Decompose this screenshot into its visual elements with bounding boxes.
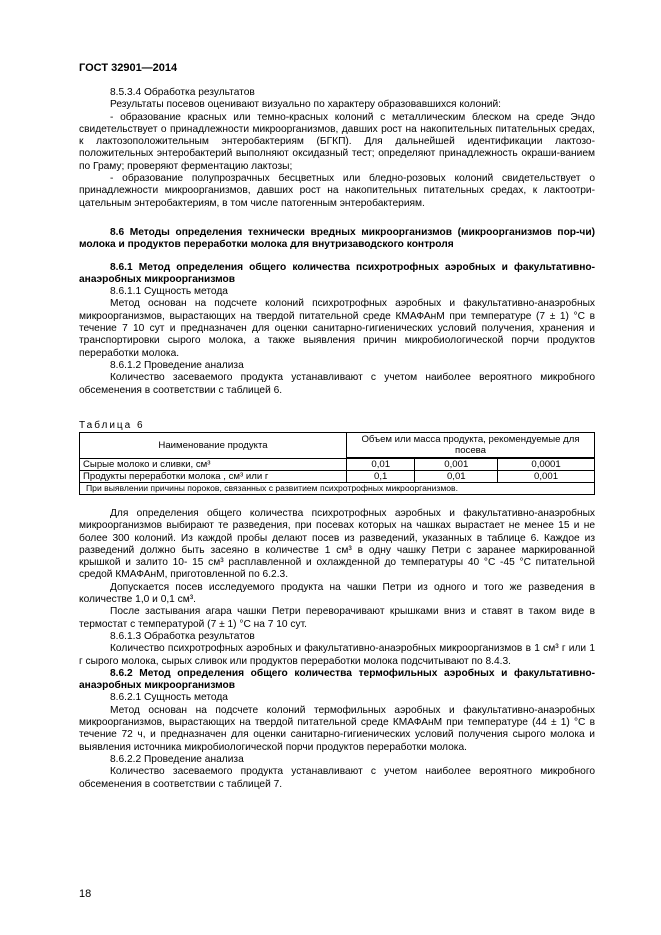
heading-8-6: 8.6 Методы определения технически вредных микроорганизмов (микроорганизмов пор-чи) молока и продуктов переработки молока для внутризаводского контроля xyxy=(79,227,595,251)
cell: 0,01 xyxy=(415,471,498,483)
table-row xyxy=(80,471,595,483)
paragraph: После застывания агара чашки Петри переворачивают крышками вниз и ставят в таком виде в термостат с температурой (7 ± 1) °С на 7 10 сут. xyxy=(79,606,595,630)
table-6 xyxy=(79,432,595,495)
table-caption: Таблица 6 xyxy=(79,420,145,431)
cell: 0,01 xyxy=(347,459,415,471)
heading-8-6-2-1: 8.6.2.1 Сущность метода xyxy=(110,692,228,704)
heading-8-6-1: 8.6.1 Метод определения общего количества психротрофных аэробных и факультативно-анаэробных микроорганизмов xyxy=(79,261,595,285)
paragraph: Количество психротрофных аэробных и факультативно-анаэробных микроорганизмов в 1 см³ г или 1 г сырого молока, сырых сливок или продуктов переработки молока подсчитывают по 8.4.3. xyxy=(79,643,595,667)
heading-8-6-1-3: 8.6.1.3 Обработка результатов xyxy=(110,630,255,642)
row-name: Продукты переработки молока , см³ или г xyxy=(80,471,347,483)
cell: 0,1 xyxy=(347,471,415,483)
table-note: При выявлении причины пороков, связанных с развитием психротрофных микроорганизмов. xyxy=(80,483,595,495)
section-8-6-continued xyxy=(79,508,595,791)
paragraph: Результаты посевов оценивают визуально по характеру образовавшихся колоний: xyxy=(110,99,501,111)
col-header-product: Наименование продукта xyxy=(80,433,347,459)
cell: 0,0001 xyxy=(498,459,595,471)
heading-8-6-1-2: 8.6.1.2 Проведение анализа xyxy=(110,359,244,371)
standard-header: ГОСТ 32901—2014 xyxy=(79,62,178,74)
table-row xyxy=(80,459,595,471)
paragraph: - образование красных или темно-красных колоний с металлическим блеском на среде Эндо свидетельствует о принадлежности микроорганизмов, давших рост на накопительных питательных средах, к лактозоположительным энтеробактериям (БГКП). Для дальнейшей идентификации лактозо-положительных энтеробактерий выполняют оксидазный тест; определяют принадлежность окраши-ванием по Граму; проверяют ферментацию лактозы; xyxy=(79,111,595,172)
paragraph: Количество засеваемого продукта устанавливают с учетом наиболее вероятного микробного обсеменения в соответствии с таблицей 6. xyxy=(79,372,595,396)
paragraph: Для определения общего количества психротрофных аэробных и факультативно-анаэробных микроорганизмов выбирают те разведения, при посевах которых на чашках вырастает не менее 15 и не более 300 колоний. Из каждой пробы делают посев из разведений, указанных в таблице 6. Каждое из разведений должно быть засеяно в количестве 1 см³ в одну чашку Петри с заранее маркированной крышкой и залито 10- 15 см³ расплавленной и охлажденной до температуры 40 °С -45 °С питательной средой КМАФАнМ, приготовленной по 6.2.3. xyxy=(79,508,595,581)
paragraph: Допускается посев исследуемого продукта на чашки Петри из одного и того же разведения в количестве 1,0 и 0,1 см³. xyxy=(79,581,595,606)
row-name: Сырые молоко и сливки, см³ xyxy=(80,459,347,471)
cell: 0,001 xyxy=(415,459,498,471)
paragraph: Метод основан на подсчете колоний термофильных аэробных и факультативно-анаэробных микроорганизмов, вырастающих на твердой питательной среде КМАФАнМ при температуре (44 ± 1) °С в течение 72 ч, и предназначен для оценки санитарно-гигиенических условий получения сырого молока и выявления источника микробиологической порчи продуктов переработки молока. xyxy=(79,704,595,753)
heading-8-6-2: 8.6.2 Метод определения общего количества термофильных аэробных и факультативно-анаэробных микроорганизмов xyxy=(79,667,595,692)
paragraph: - образование полупрозрачных бесцветных или бледно-розовых колоний свидетельствует о принадлежности микроорганизмов, давших рост на накопительных питательных средах, к лактоотри-цательным энтеробактериям, в том числе патогенным энтеробактериям. xyxy=(79,173,595,209)
section-8-5-3-4 xyxy=(79,87,595,210)
heading-8-6-1-1: 8.6.1.1 Сущность метода xyxy=(110,286,228,298)
heading-8-5-3-4: 8.5.3.4 Обработка результатов xyxy=(110,87,255,98)
page-number: 18 xyxy=(79,888,92,900)
heading-8-6-2-2: 8.6.2.2 Проведение анализа xyxy=(110,753,244,765)
cell: 0,001 xyxy=(498,471,595,483)
paragraph: Метод основан на подсчете колоний психротрофных аэробных и факультативно-анаэробных микроорганизмов, вырастающих на твердой питательной среде КМАФАнМ при температуре (7 ± 1) °С в течение 7 10 сут и предназначен для оценки санитарно-гигиенических условий получения, хранения и транспортировки сырого молока, а также выявления причин микробиологической порчи продуктов переработки молока. xyxy=(79,298,595,359)
section-8-6 xyxy=(79,227,595,397)
paragraph: Количество засеваемого продукта устанавливают с учетом наиболее вероятного микробного обсеменения в соответствии с таблицей 7. xyxy=(79,766,595,790)
col-header-volume: Объем или масса продукта, рекомендуемые для посева xyxy=(347,433,595,458)
